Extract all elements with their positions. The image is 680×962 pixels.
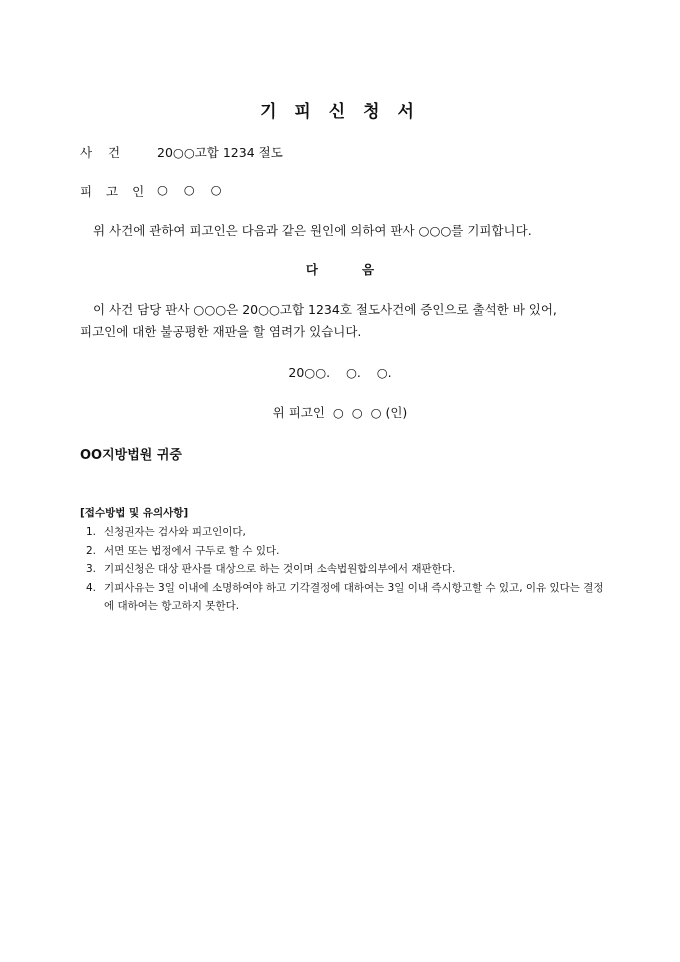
note-text: 기피사유는 3일 이내에 소명하여야 하고 기각결정에 대하여는 3일 이내 즉시항고할 수 있고, 이유 있다는 결정에 대하여는 항고하지 못한다. xyxy=(104,581,604,612)
note-number: 1. xyxy=(86,526,97,538)
note-text: 기피신청은 대상 판사를 대상으로 하는 것이며 소속법원합의부에서 재판한다. xyxy=(104,563,456,575)
note-text: 서면 또는 법정에서 구두로 할 수 있다. xyxy=(104,544,280,557)
notes-title: [접수방법 및 유의사항] xyxy=(80,507,189,519)
court-addressee: OO지방법원 귀중 xyxy=(80,448,182,463)
intro-text: 위 사건에 관하여 피고인은 다음과 같은 원인에 의하여 판사 ○○○를 기피합니다. xyxy=(93,223,532,238)
note-number: 4. xyxy=(86,581,97,594)
signature-line: 위 피고인 ○ ○ ○ (인) xyxy=(272,405,408,420)
list-item xyxy=(86,579,606,616)
reason-line-1: 이 사건 담당 판사 ○○○은 20○○고합 1234호 절도사건에 증인으로 출석한 바 있어, xyxy=(93,302,557,317)
note-number: 2. xyxy=(86,544,97,557)
list-item xyxy=(86,523,606,542)
note-number: 3. xyxy=(86,563,97,575)
list-item xyxy=(86,560,606,579)
notes-list xyxy=(86,523,606,616)
reason-line-2: 피고인에 대한 불공평한 재판을 할 염려가 있습니다. xyxy=(80,324,362,339)
list-item xyxy=(86,542,606,561)
defendant-name: ○ ○ ○ xyxy=(157,182,222,197)
filing-date: 20○○. ○. ○. xyxy=(288,365,392,380)
note-text: 신청권자는 검사와 피고인이다, xyxy=(104,526,246,538)
document-title: 기 피 신 청 서 xyxy=(260,102,420,122)
defendant-label: 피 고 인 xyxy=(80,184,150,199)
case-number: 20○○고합 1234 절도 xyxy=(157,145,283,160)
section-heading: 다음 xyxy=(305,262,419,277)
case-label: 사 건 xyxy=(80,145,121,160)
